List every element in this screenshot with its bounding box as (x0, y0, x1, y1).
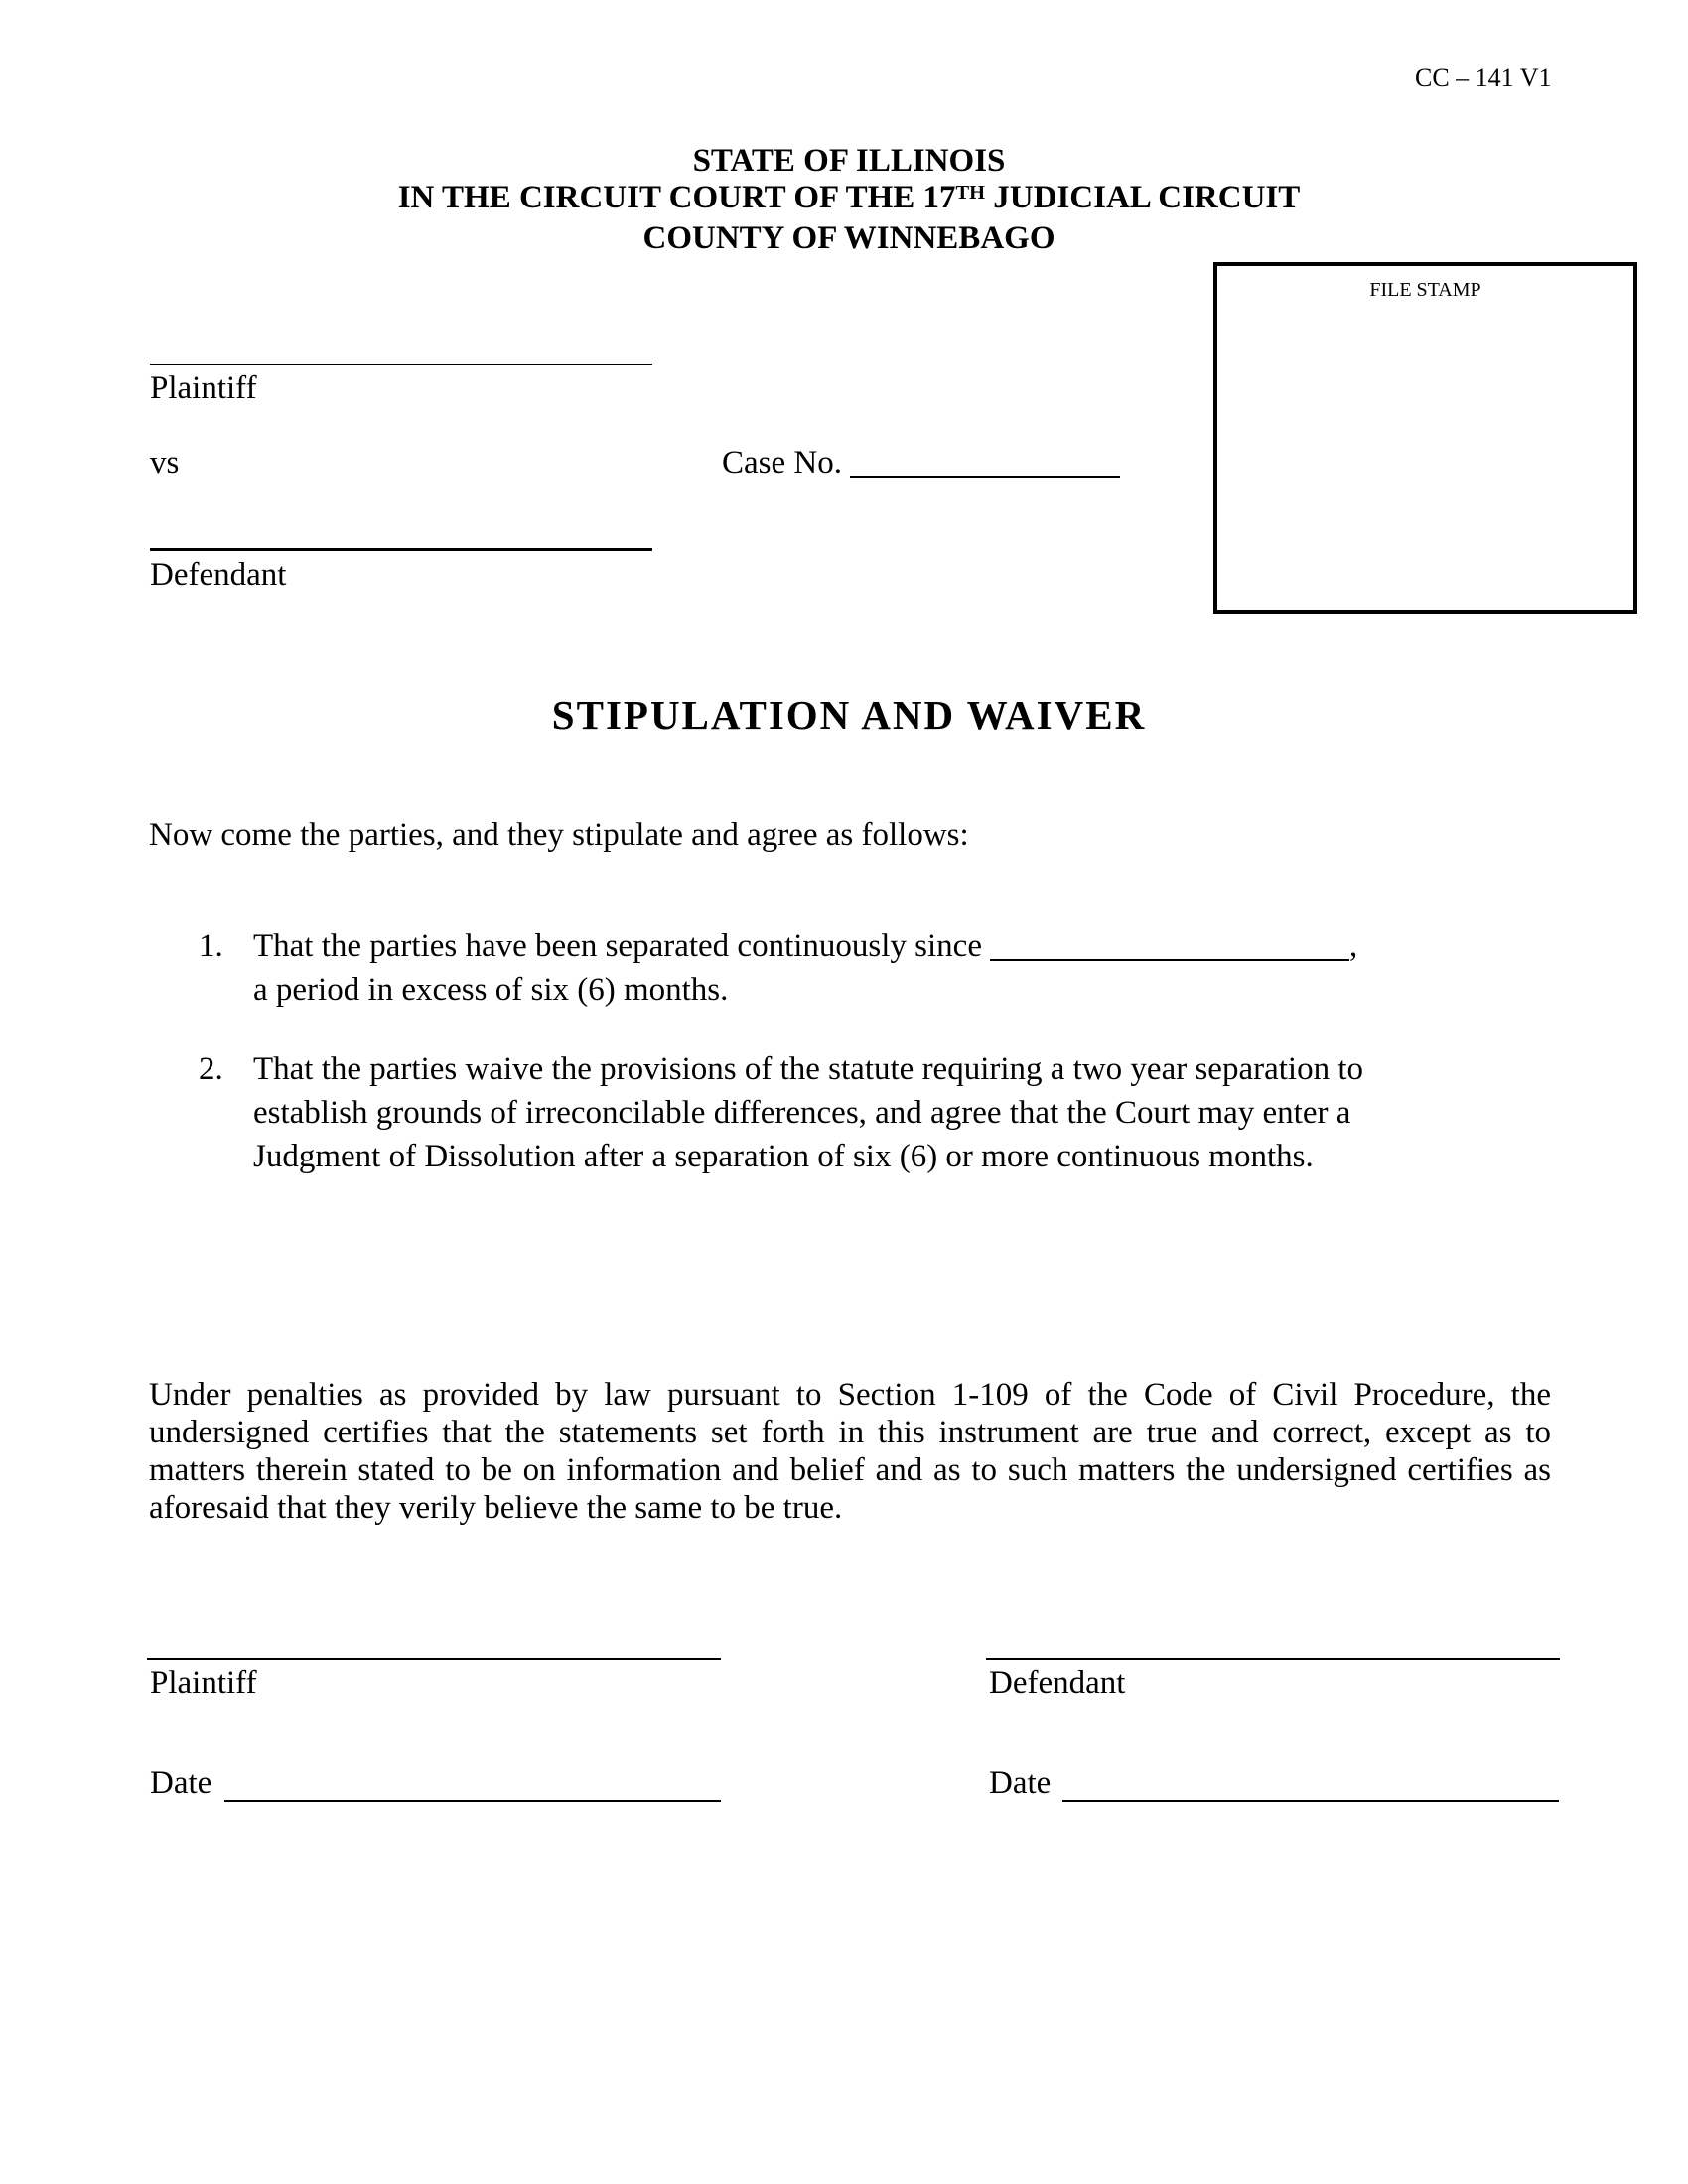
header-court-prefix: IN THE CIRCUIT COURT OF THE 17 (397, 180, 956, 215)
plaintiff-signature-field[interactable] (147, 1646, 721, 1660)
case-number-label: Case No. (722, 445, 842, 480)
item-2-text: That the parties waive the provisions of the statute requiring a two year separation to establish grounds of irreconcilable differences, and agree that the Court may enter a Judgment of Dissolution after a separation of six (6) or more continuous months. (253, 1051, 1363, 1174)
defendant-signature-field[interactable] (986, 1646, 1560, 1660)
item-1-text-after: , a period in excess of six (6) months. (253, 928, 1358, 1008)
defendant-date-label: Date (989, 1765, 1052, 1801)
case-number-field[interactable] (850, 452, 1120, 478)
document-title: STIPULATION AND WAIVER (551, 692, 1147, 738)
vs-label: vs (150, 445, 180, 480)
file-stamp-box (1213, 262, 1637, 614)
stipulation-list (199, 924, 1450, 1178)
court-header (0, 143, 1688, 257)
plaintiff-date-field[interactable] (224, 1776, 721, 1802)
defendant-signature-label: Defendant (989, 1665, 1126, 1701)
form-number: CC – 141 V1 (1415, 64, 1552, 92)
header-court-suffix: JUDICIAL CIRCUIT (985, 180, 1301, 215)
plaintiff-date-label: Date (150, 1765, 212, 1801)
defendant-label: Defendant (150, 557, 287, 593)
certification-text: Under penalties as provided by law pursuant to Section 1-109 of the Code of Civil Procedure, the undersigned certifies that the statements set forth in this instrument are true and correct, except as to matters therein stated to be on information and belief and as to such matters the undersigned certifies as aforesaid that they verily believe the same to be true. (149, 1377, 1551, 1526)
header-county-line: COUNTY OF WINNEBAGO (642, 220, 1055, 256)
stipulation-item-1 (199, 924, 1450, 1012)
file-stamp-label: FILE STAMP (1369, 279, 1481, 301)
plaintiff-name-field[interactable] (150, 352, 652, 365)
header-court-line (0, 180, 1688, 220)
header-state-line: STATE OF ILLINOIS (692, 143, 1006, 179)
stipulation-item-2 (199, 1047, 1450, 1178)
item-1-number: 1. (199, 928, 223, 964)
item-2-number: 2. (199, 1051, 223, 1087)
item-1-text-before: That the parties have been separated continuously since (253, 928, 982, 964)
item-1-text (253, 924, 1375, 1012)
defendant-name-field[interactable] (150, 538, 652, 551)
intro-text: Now come the parties, and they stipulate and agree as follows: (149, 817, 969, 853)
plaintiff-signature-label: Plaintiff (150, 1665, 257, 1701)
separation-date-field[interactable] (990, 927, 1349, 961)
plaintiff-label: Plaintiff (150, 370, 257, 406)
defendant-date-field[interactable] (1062, 1776, 1559, 1802)
header-court-ordinal: TH (955, 181, 986, 204)
